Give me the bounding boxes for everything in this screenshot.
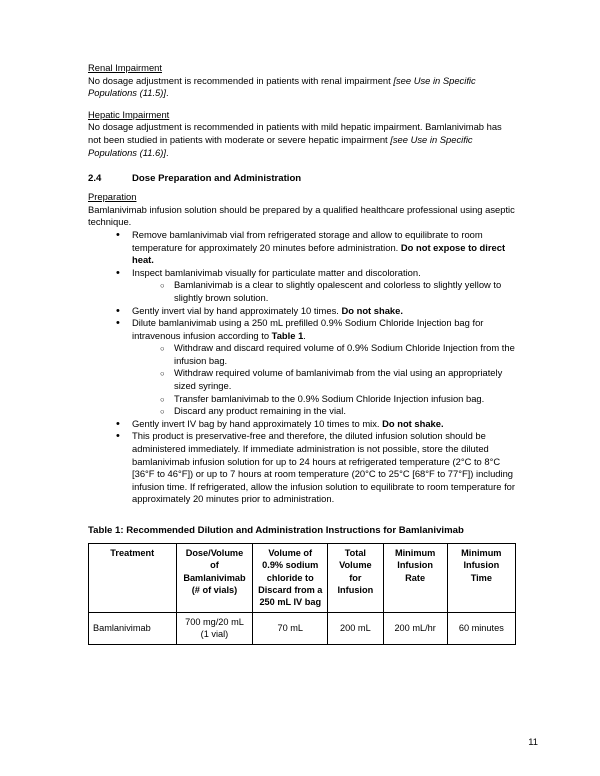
step-text-1: This product is preservative-free and therefore, the diluted infusion solution should be administered immediately. If immediate administration is not possible, store the diluted bamlanivimab infusion solution for up to 24 hours at refrigerated temperature (2°C to 8°C [36°F to 46°F]) or up to 7 hours at room temperature (20°C to 25°C [68°F to 77°F]) including infusion time. If refrigerated, allow the infusion solution to equilibrate to room temperature for approximately 20 minutes prior to administration. [132, 430, 516, 505]
step-bold-1: Do not expose to direct heat. [132, 241, 506, 266]
cell-discard-volume: 70 mL [253, 612, 328, 644]
cell-treatment: Bamlanivimab [89, 612, 177, 644]
step-text-2: . [303, 329, 306, 341]
column-header-total-volume: Total Volume for Infusion [328, 543, 384, 612]
renal-text-1: No dosage adjustment is recommended in patients with renal impairment [88, 74, 394, 86]
cell-dose-volume: 700 mg/20 mL (1 vial) [176, 612, 253, 644]
column-header-discard-volume: Volume of 0.9% sodium chloride to Discard from a 250 mL IV bag [253, 543, 328, 612]
section-2-4-number: 2.4 [88, 173, 102, 185]
preparation-intro: Bamlanivimab infusion solution should be prepared by a qualified healthcare professional using aseptic technique. [88, 203, 515, 228]
section-2-4-heading [88, 172, 516, 185]
preparation-heading: Preparation [88, 191, 137, 203]
renal-text-2: . [166, 87, 169, 99]
step-bold-1: Do not shake. [341, 304, 403, 316]
dilution-instructions-table [88, 543, 516, 645]
list-item [108, 229, 516, 267]
section-2-4-title: Dose Preparation and Administration [132, 173, 302, 185]
sublist [132, 342, 516, 418]
table-title: Table 1: Recommended Dilution and Administration Instructions for Bamlanivimab [88, 525, 464, 536]
page-number: 11 [528, 736, 538, 747]
renal-citation: [see Use in Specific Populations (11.5)] [88, 74, 476, 99]
list-item [108, 317, 516, 418]
renal-impairment-paragraph [88, 75, 516, 100]
cell-min-time: 60 minutes [447, 612, 515, 644]
sub-list-item: ○ Withdraw and discard required volume of 0.9% Sodium Chloride Injection from the infusion bag. [152, 342, 516, 367]
hepatic-impairment-heading: Hepatic Impairment [88, 108, 170, 120]
hepatic-text-2: . [166, 146, 169, 158]
hepatic-text-1: No dosage adjustment is recommended in patients with mild hepatic impairment. Bamlanivimab has not been studied in patients with moderate or severe hepatic impairment [88, 121, 502, 145]
step-bold-1: Do not shake. [382, 417, 444, 429]
spacer [88, 159, 516, 172]
step-text-1: Gently invert vial by hand approximately 10 times. [132, 304, 342, 316]
list-item [108, 418, 516, 431]
sub-list-item: ○ Withdraw required volume of bamlanivimab from the vial using an appropriately sized syringe. [152, 367, 516, 392]
list-item [108, 267, 516, 305]
list-item [108, 305, 516, 318]
page-content [88, 62, 516, 645]
renal-impairment-heading: Renal Impairment [88, 62, 162, 73]
spacer [88, 100, 516, 109]
step-text-1: Gently invert IV bag by hand approximately 10 times to mix. [132, 417, 383, 429]
cell-total-volume: 200 mL [328, 612, 384, 644]
cell-min-rate: 200 mL/hr [383, 612, 447, 644]
column-header-treatment: Treatment [89, 543, 177, 612]
preparation-steps-list [88, 229, 516, 506]
hepatic-citation: [see Use in Specific Populations (11.6)] [88, 133, 473, 158]
sub-list-item: ○ Discard any product remaining in the vial. [152, 405, 516, 418]
table-header-row [89, 543, 516, 612]
sublist [132, 279, 516, 304]
spacer [88, 506, 516, 519]
sub-list-item: ○ Transfer bamlanivimab to the 0.9% Sodium Chloride Injection infusion bag. [152, 393, 516, 406]
column-header-min-rate: Minimum Infusion Rate [383, 543, 447, 612]
column-header-dose-volume: Dose/Volume of Bamlanivimab (# of vials) [176, 543, 253, 612]
step-text-1: Remove bamlanivimab vial from refrigerated storage and allow to equilibrate to room temperature for approximately 20 minutes before administration. [132, 228, 483, 253]
sub-list-item: ○ Bamlanivimab is a clear to slightly opalescent and colorless to slightly yellow to slightly brown solution. [152, 279, 516, 304]
step-text-1: Dilute bamlanivimab using a 250 mL prefilled 0.9% Sodium Chloride Injection bag for intravenous infusion according to [132, 317, 484, 341]
column-header-min-time: Minimum Infusion Time [447, 543, 515, 612]
table-row [89, 612, 516, 644]
hepatic-impairment-paragraph [88, 121, 516, 159]
step-bold-1: Table 1 [271, 329, 304, 341]
list-item [108, 430, 516, 506]
step-text-1: Inspect bamlanivimab visually for particulate matter and discoloration. [132, 266, 421, 278]
